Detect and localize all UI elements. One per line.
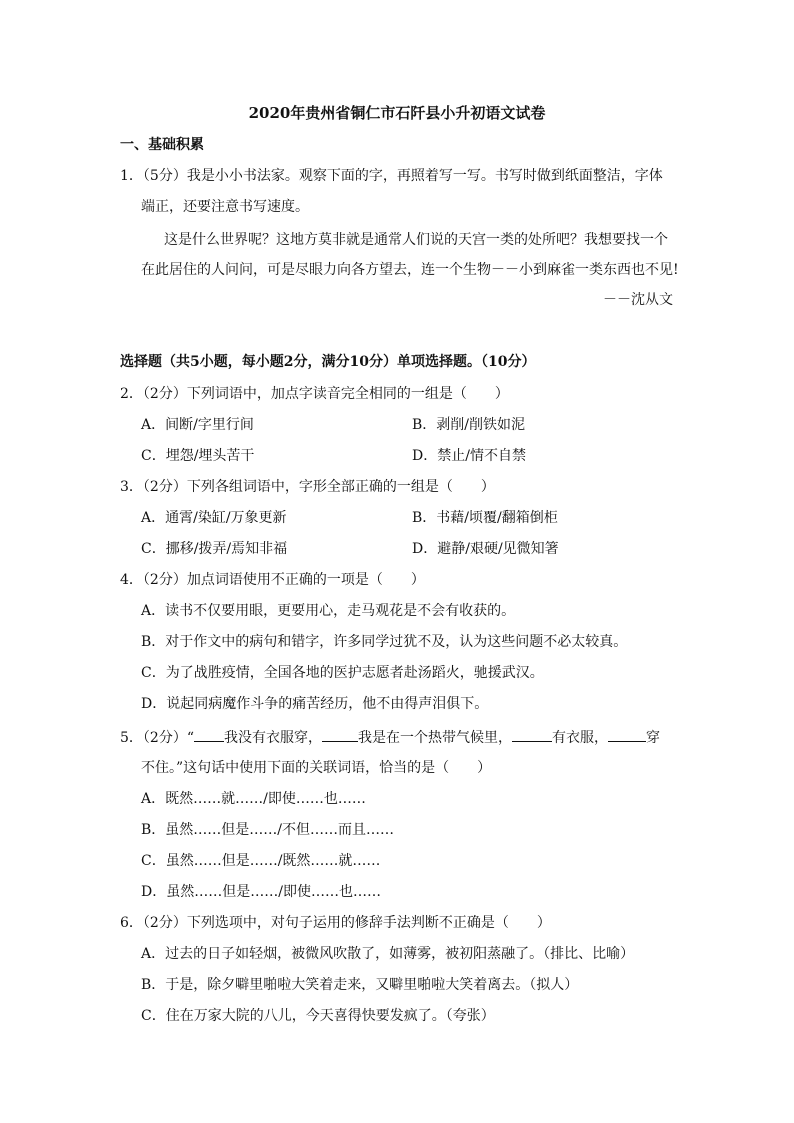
q5-option-c: C．虽然……但是……/既然……就…… [141, 853, 381, 869]
q1-line1: 1．（5分）我是小小书法家。观察下面的字，再照着写一写。书写时做到纸面整洁，字体 [120, 168, 663, 184]
q3-option-d: D．避静/艰硬/见微知箸 [412, 541, 559, 557]
q3-option-c: C．挪移/拨弄/焉知非福 [141, 541, 288, 557]
q1-author: －－沈从文 [603, 292, 673, 308]
q6-option-a: A．过去的日子如轻烟，被微风吹散了，如薄雾，被初阳蒸融了。（排比、比喻） [141, 946, 635, 962]
q4-option-c: C．为了战胜疫情，全国各地的医护志愿者赴汤蹈火，驰援武汉。 [141, 665, 544, 681]
q5-option-b: B．虽然……但是……/不但……而且…… [141, 822, 395, 838]
q6-stem: 6．（2分）下列选项中，对句子运用的修辞手法判断不正确是（ ） [120, 915, 551, 931]
q3-option-b: B．书藉/顷覆/翻箱倒柜 [412, 510, 558, 526]
q4-option-b: B．对于作文中的病句和错字，许多同学过犹不及，认为这些问题不必太较真。 [141, 634, 628, 650]
q6-option-b: B．于是，除夕噼里啪啦大笑着走来，又噼里啪啦大笑着离去。（拟人） [141, 977, 579, 993]
q5-seg1: 我没有衣服穿， [223, 730, 322, 746]
section-heading-basics: 一、基础积累 [120, 137, 204, 153]
section-heading-choice: 选择题（共5小题，每小题2分，满分10分）单项选择题。（10分） [120, 354, 536, 370]
q5-option-d: D．虽然……但是……/即使……也…… [141, 884, 381, 900]
q4-stem: 4．（2分）加点词语使用不正确的一项是（ ） [120, 572, 425, 588]
q5-stem-prefix: 5．（2分）“ [120, 730, 194, 746]
q1-passage-line1: 这是什么世界呢？这地方莫非就是通常人们说的天宫一类的处所吧？我想要找一个 [164, 232, 668, 248]
q5-option-a: A．既然……就……/即使……也…… [141, 791, 366, 807]
q2-option-c: C．埋怨/埋头苦干 [141, 448, 255, 464]
q2-option-a: A．间断/字里行间 [141, 417, 254, 433]
q1-line2: 端正，还要注意书写速度。 [141, 199, 309, 215]
q2-option-b: B．剥削/削铁如泥 [412, 417, 526, 433]
q5-blank-1 [194, 727, 224, 742]
q6-option-c: C．住在万家大院的八儿，今天喜得快要发疯了。（夸张） [141, 1008, 495, 1024]
q3-option-a: A．通霄/染缸/万象更新 [141, 510, 287, 526]
q4-option-a: A．读书不仅要用眼，更要用心，走马观花是不会有收获的。 [141, 603, 516, 619]
q5-blank-2 [322, 727, 358, 742]
q5-seg4: 穿 [645, 730, 660, 746]
q2-stem: 2．（2分）下列词语中，加点字读音完全相同的一组是（ ） [120, 386, 509, 402]
exam-title: 2020年贵州省铜仁市石阡县小升初语文试卷 [248, 104, 546, 122]
q1-passage-line2: 在此居住的人问问，可是尽眼力向各方望去，连一个生物－－小到麻雀一类东西也不见! [141, 262, 679, 278]
q3-stem: 3．（2分）下列各组词语中，字形全部正确的一组是（ ） [120, 479, 495, 495]
q5-stem-line1 [120, 727, 660, 748]
q5-blank-3 [512, 727, 552, 742]
q5-blank-4 [608, 727, 646, 742]
q2-option-d: D．禁止/情不自禁 [412, 448, 526, 464]
q5-seg3: 有衣服， [551, 730, 608, 746]
q5-seg2: 我是在一个热带气候里， [357, 730, 512, 746]
q5-stem-line2: 不住。”这句话中使用下面的关联词语，恰当的是（ ） [141, 760, 492, 776]
q4-option-d: D．说起同病魔作斗争的痛苦经历，他不由得声泪俱下。 [141, 696, 489, 712]
